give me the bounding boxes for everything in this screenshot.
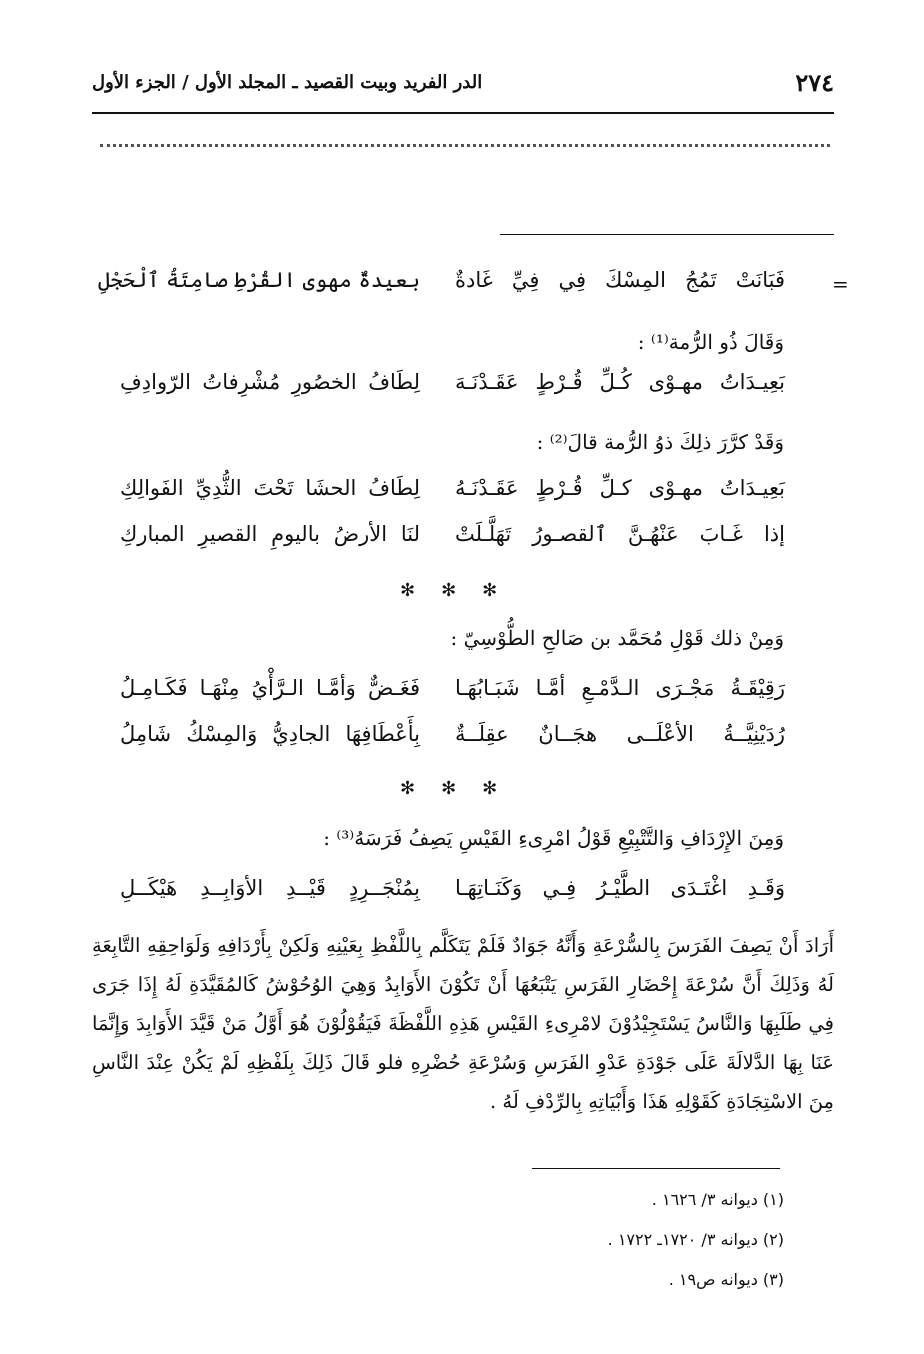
commentary-paragraph [92,926,834,1121]
commentary-text: أَرَادَ أَنْ يَصِفَ الفَرَسَ بِالسُّرْعَةِ وَأَنَّهُ جَوَادٌ فَلَمْ يَتَكَلَّم بِاللَّفْظِ بِعَيْنِهِ وَلَكِنْ بِأَرْدَافِهِ وَلَوَاحِقِهِ التَّابِعَةِ لَهُ وَذَلِكَ أَنَّ سُرْعَةَ إِحْضَارِ الفَرَسِ يَتْبَعُهَا أَنْ تَكُوْنَ الأَوَابِدُ وَهِيَ الوُحُوْشُ كَالمُقَيَّدَةِ لَهُ إِذَا جَرَى فِي طَلَبِهَا وَالنَّاسُ يَسْتَجِيْدُوْنَ لامْرِىءِ القَيْسِ هَذِهِ اللَّفْظَةَ فَيَقُوْلُوْنَ هُوَ أَوَّلُ مَنْ قَيَّدَ الأَوَابِدَ وَإِنَّمَا عَنَا بِهَا الدَّلالَةَ عَلَى جَوْدَةِ عَدْوِ الفَرَسِ وَسُرْعَةِ حُضْرِهِ فلو قَالَ ذَلِكَ بِلَفْظِهِ لَمْ يَكُنْ عِنْدَ النَّاسِ مِنَ الاسْتِجَادَةِ كَقَوْلِهِ هَذَا وَأَبْيَاتِهِ بِالرِّدْفِ لَهُ . [92,934,834,1113]
verse-hemistich-2: لِطَافُ الحشَا تَحْتَ الثُّدِيِّ الفَوالِكِ [120,476,420,500]
verse-hemistich-2: فَغَـضٌّ وَأمَّـا الـرَّأْيُ مِنْهَـا فَكَـامِـلُ [120,676,420,700]
verse-hemistich-1: بَعِيـدَاتُ مهـوْى كُـلِّ قُـرْطٍ عَقَـدْنَـهَ [455,370,785,394]
footnote-1: (١) ديوانه ٣/ ١٦٢٦ . [651,1190,784,1209]
verse-hemistich-2: بِأَعْطَافِهَا الجادِيُّ وَالمِسْكُ شَامِلُ [120,722,420,746]
continuation-rule [500,234,834,235]
running-title: الدر الفريد وبيت القصيد ـ المجلد الأول / الجزء الأول [92,72,483,93]
verse-hemistich-1: إذا غَـابَ عَنْهُـنَّ ٱلقصـورُ تَهَلَّـلَتْ [455,522,785,546]
verse-hemistich-2: بِمُنْجَــرِدٍ قَيْــدِ الأوَابِــدِ هَيْكَــلِ [120,876,420,900]
verse-1 [97,268,785,304]
verse-hemistich-1: رَقِيْقَـةُ مَجْـرَى الـدَّمْـعِ أمَّـا شَبَـابُهَـا [455,676,785,700]
dotted-separator [100,144,830,167]
footnote-3: (٣) ديوانه ص١٩ . [668,1270,784,1289]
verse-3 [120,476,785,512]
verse-5 [120,676,785,712]
verse-6 [120,722,785,758]
verse-4 [120,522,785,558]
section-separator: ✻✻✻ [400,778,524,799]
continuation-mark: = [832,272,849,296]
verse-intro-3: وَمِنْ ذلك قَوْلِ مُحَمَّد بن صَالحِ الطُّوْسِيّ : [450,626,784,650]
verse-hemistich-1: وَقَـدِ اغْتَـدَى الطَّيْـرُ فِـي وَكَنَـاتِهَـا [455,876,785,900]
verse-7 [120,876,785,912]
verse-hemistich-1: بَعِيـدَاتُ مهـوْى كـلِّ قُـرْطٍ عَقَـدْنَـهُ [455,476,785,500]
verse-hemistich-2: لنَا الأرضُ باليومِ القصيرِ المباركِ [120,522,420,546]
verse-intro-4: وَمِنَ الإِرْدَافِ وَالتَّتْبِيْعِ قَوْلُ امْرِىءِ القَيْسِ يَصِفُ فَرَسَهُ⁽³⁾ : [323,826,784,850]
page-number: ٢٧٤ [795,68,834,97]
verse-intro-1: وَقَالَ ذُو الرُّمة⁽¹⁾ : [637,330,784,354]
header-divider [92,112,834,114]
verse-hemistich-2: بعيدةٌ مهوى القُرْطِ صامِتَةُ ٱلْحَجْلِ [97,268,420,292]
footnote-2: (٢) ديوانه ٣/ ١٧٢٠ـ ١٧٢٢ . [607,1230,784,1249]
verse-intro-2: وَقَدْ كرَّرَ ذلِكَ ذوُ الرُّمة قالَ⁽²⁾ : [536,430,784,454]
footnote-divider [532,1168,780,1169]
verse-hemistich-2: لِطَافُ الخصُورِ مُشْرِفاتُ الرّوادِفِ [120,370,420,394]
page-header [92,64,834,104]
verse-hemistich-1: فَبَانَتْ تَمُجُ المِسْكَ فِي فِيِّ غَادةٌ [455,268,785,292]
verse-hemistich-1: رُدَيْنِيَّــةُ الأعْلَــى هجَــانٌ عقِلَــةٌ [455,722,785,746]
verse-2 [120,370,785,406]
section-separator: ✻✻✻ [400,580,524,601]
